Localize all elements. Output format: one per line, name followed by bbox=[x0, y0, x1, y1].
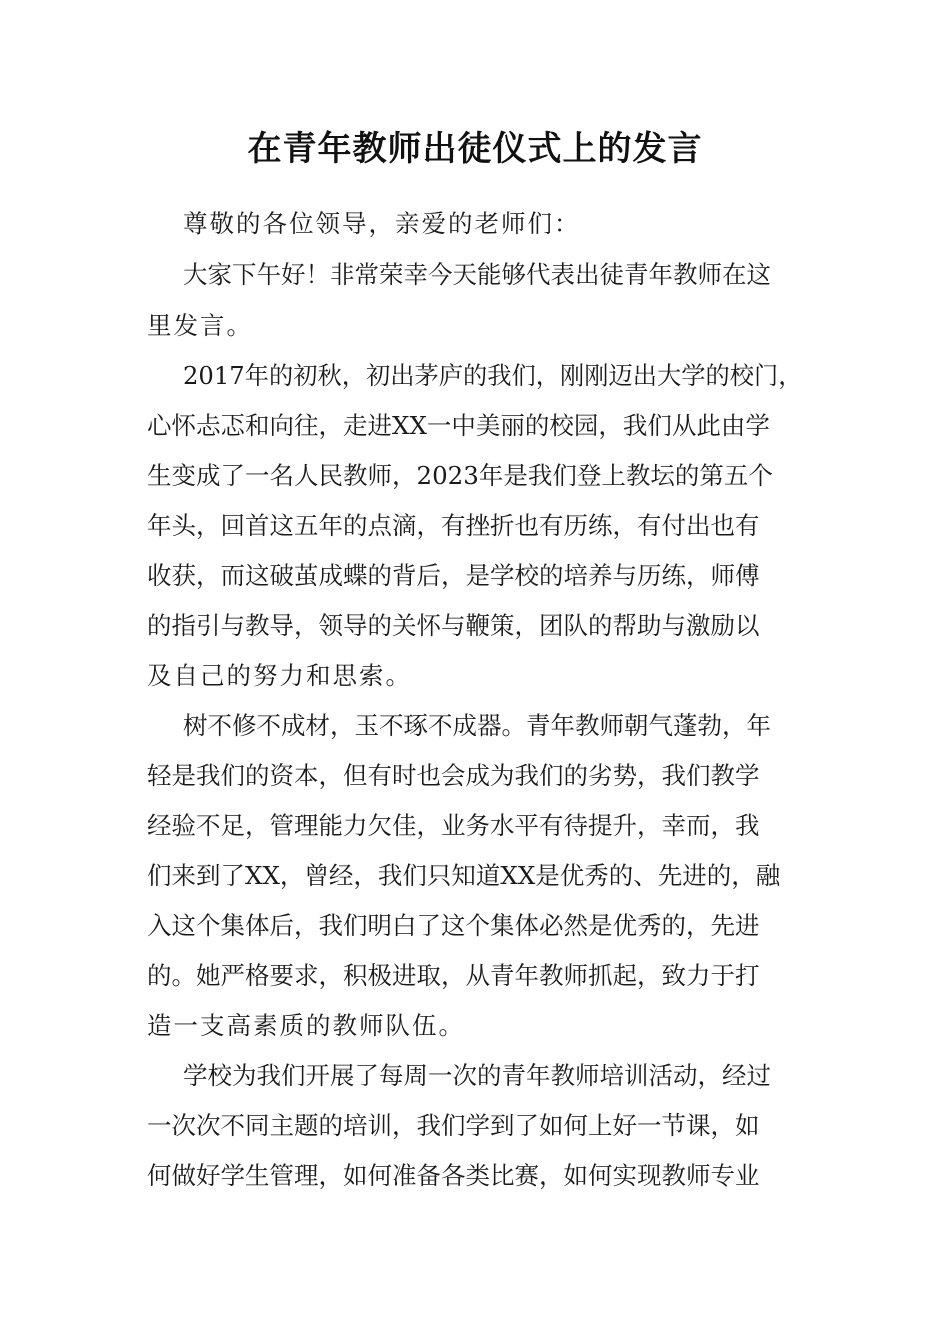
text-line: 及自己的努力和思索。 bbox=[147, 661, 412, 690]
text-line: 里发言。 bbox=[147, 311, 253, 340]
text-line: 树不修不成材，玉不琢不成器。青年教师朝气蓬勃，年 bbox=[183, 711, 771, 740]
text-line: 生变成了一名人民教师，2023年是我们登上教坛的第五个 bbox=[147, 461, 773, 490]
text-line: 们来到了XX，曾经，我们只知道XX是优秀的、先进的，融 bbox=[147, 861, 781, 890]
text-line: 经验不足，管理能力欠佳，业务水平有待提升，幸而，我 bbox=[147, 811, 760, 840]
text-line: 造一支高素质的教师队伍。 bbox=[147, 1011, 465, 1040]
text-line: 轻是我们的资本，但有时也会成为我们的劣势，我们教学 bbox=[147, 761, 760, 790]
text-line: 一次次不同主题的培训，我们学到了如何上好一节课，如 bbox=[147, 1111, 760, 1140]
text-line: 2017年的初秋，初出茅庐的我们，刚刚迈出大学的校门， bbox=[183, 361, 803, 390]
text-line: 年头，回首这五年的点滴，有挫折也有历练，有付出也有 bbox=[147, 511, 760, 540]
text-line: 收获，而这破茧成蝶的背后，是学校的培养与历练，师傅 bbox=[147, 561, 760, 590]
text-line: 何做好学生管理，如何准备各类比赛，如何实现教师专业 bbox=[147, 1161, 760, 1190]
text-line: 学校为我们开展了每周一次的青年教师培训活动，经过 bbox=[183, 1061, 771, 1090]
text-line: 尊敬的各位领导，亲爱的老师们： bbox=[183, 209, 581, 238]
text-line: 的。她严格要求，积极进取，从青年教师抓起，致力于打 bbox=[147, 961, 760, 990]
text-line: 心怀忐忑和向往，走进XX一中美丽的校园，我们从此由学 bbox=[147, 411, 770, 440]
document-title: 在青年教师出徒仪式上的发言 bbox=[247, 129, 703, 169]
text-line: 的指引与教导，领导的关怀与鞭策，团队的帮助与激励以 bbox=[147, 611, 760, 640]
text-line: 入这个集体后，我们明白了这个集体必然是优秀的，先进 bbox=[147, 911, 760, 940]
text-line: 大家下午好！非常荣幸今天能够代表出徒青年教师在这 bbox=[183, 260, 771, 289]
